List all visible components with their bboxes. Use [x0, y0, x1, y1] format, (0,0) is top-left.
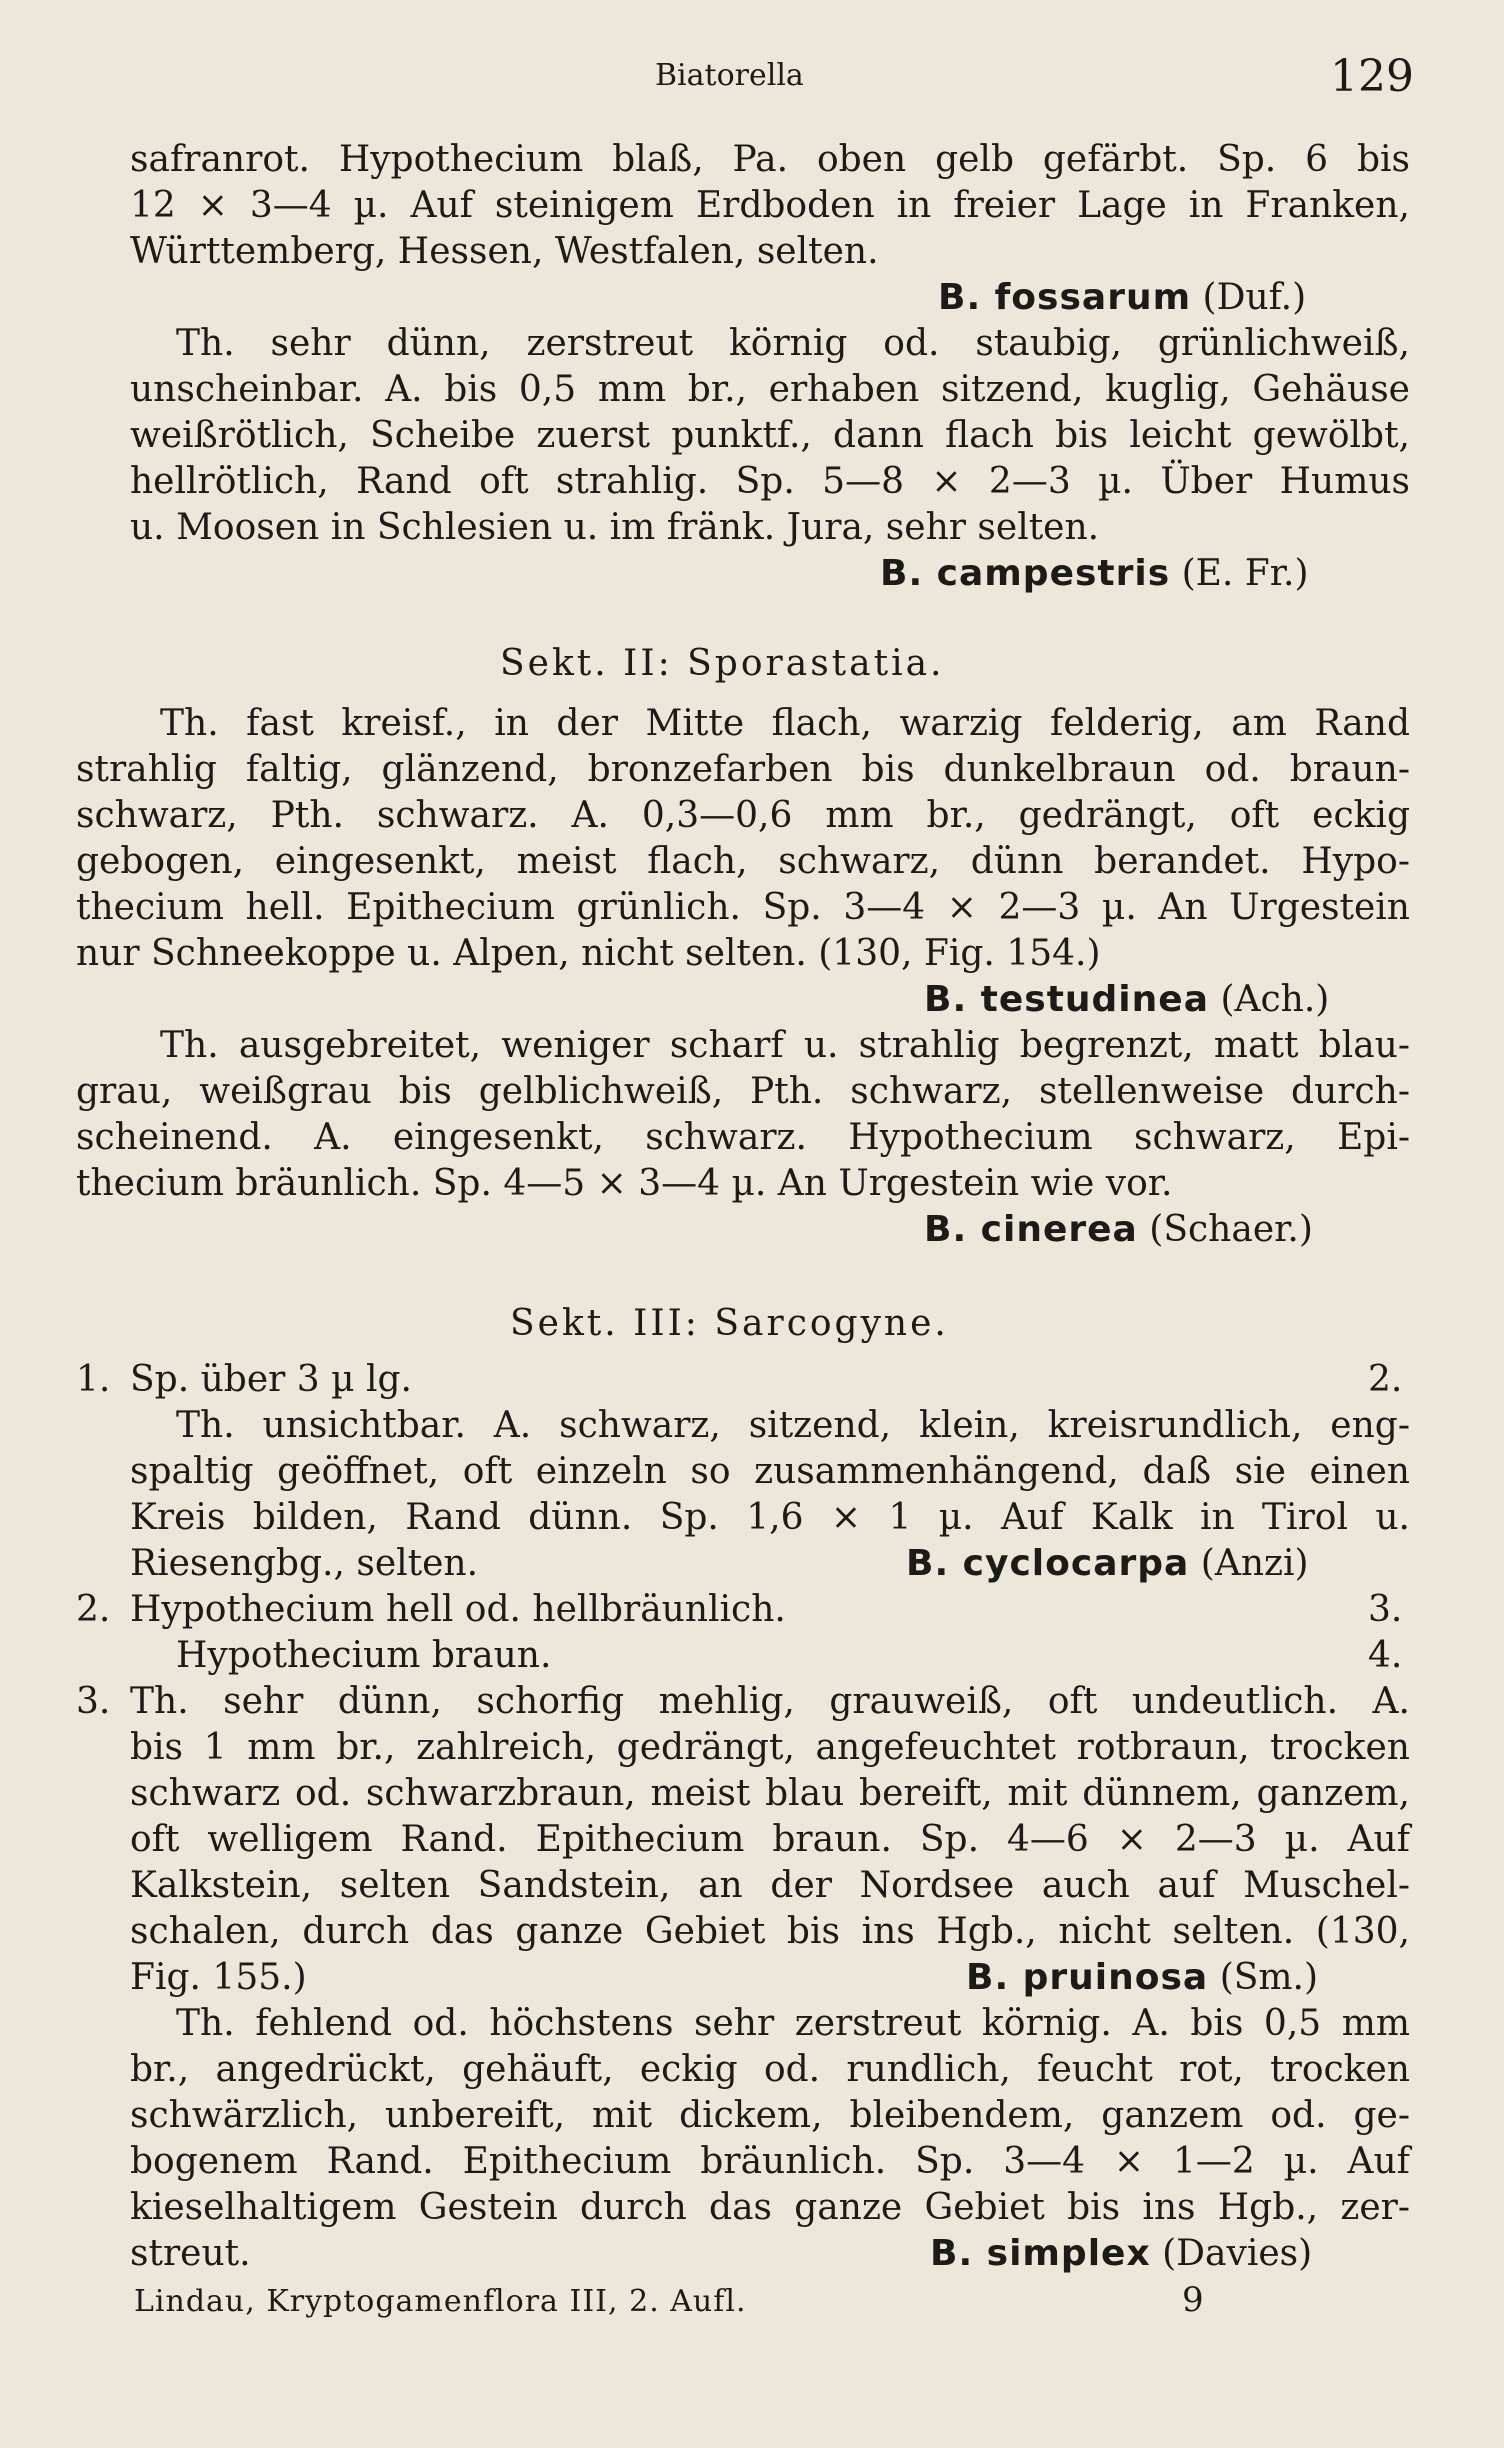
text-line: scheinend. A. eingesenkt, schwarz. Hypothecium schwarz, Epi-	[76, 1117, 1410, 1158]
species-entry	[938, 276, 1306, 320]
text-line: safranrot. Hypothecium blaß, Pa. oben gelb gefärbt. Sp. 6 bis	[130, 139, 1410, 180]
text-line: schwarz, Pth. schwarz. A. 0,3—0,6 mm br., gedrängt, oft eckig	[76, 795, 1410, 836]
text-line: schwarz od. schwarzbraun, meist blau bereift, mit dünnem, ganzem,	[130, 1773, 1410, 1814]
text-line: Th. fast kreisf., in der Mitte flach, warzig felderig, am Rand	[160, 703, 1410, 744]
text-line: Fig. 155.)	[130, 1957, 307, 1998]
species-entry	[906, 1542, 1309, 1586]
key-number: 3.	[76, 1681, 111, 1722]
running-header-title: Biatorella	[655, 58, 804, 93]
species-entry	[880, 552, 1309, 596]
key-reference: 2.	[1368, 1359, 1403, 1400]
text-line: Württemberg, Hessen, Westfalen, selten.	[130, 231, 879, 272]
species-author: (Duf.)	[1202, 277, 1307, 318]
species-author: (Anzi)	[1200, 1543, 1309, 1584]
text-line: 12 × 3—4 µ. Auf steinigem Erdboden in freier Lage in Franken,	[130, 185, 1410, 226]
footer-citation: Lindau, Kryptogamenflora III, 2. Aufl.	[134, 2284, 747, 2319]
species-name: B. simplex	[930, 2233, 1151, 2274]
text-line: Hypothecium hell od. hellbräunlich.	[130, 1589, 786, 1630]
text-line: strahlig faltig, glänzend, bronzefarben bis dunkelbraun od. braun-	[76, 749, 1410, 790]
species-name: B. campestris	[880, 553, 1171, 594]
key-number: 1.	[76, 1359, 111, 1400]
text-line: u. Moosen in Schlesien u. im fränk. Jura, sehr selten.	[130, 507, 1100, 548]
text-line: schwärzlich, unbereift, mit dickem, bleibendem, ganzem od. ge-	[130, 2095, 1410, 2136]
species-author: (Ach.)	[1220, 979, 1330, 1020]
key-reference: 4.	[1368, 1635, 1403, 1676]
text-line: weißrötlich, Scheibe zuerst punktf., dann flach bis leicht gewölbt,	[130, 415, 1410, 456]
text-line: grau, weißgrau bis gelblichweiß, Pth. schwarz, stellenweise durch-	[76, 1071, 1410, 1112]
text-line: kieselhaltigem Gestein durch das ganze Gebiet bis ins Hgb., zer-	[130, 2187, 1410, 2228]
text-line: Th. sehr dünn, schorfig mehlig, grauweiß, oft undeutlich. A.	[130, 1681, 1410, 1722]
species-name: B. testudinea	[924, 979, 1209, 1020]
text-line: hellrötlich, Rand oft strahlig. Sp. 5—8 × 2—3 µ. Über Humus	[130, 461, 1410, 502]
text-line: bis 1 mm br., zahlreich, gedrängt, angefeuchtet rotbraun, trocken	[130, 1727, 1410, 1768]
text-line: Kalkstein, selten Sandstein, an der Nordsee auch auf Muschel-	[130, 1865, 1410, 1906]
key-number: 2.	[76, 1589, 111, 1630]
species-entry	[924, 978, 1329, 1022]
text-line: unscheinbar. A. bis 0,5 mm br., erhaben sitzend, kuglig, Gehäuse	[130, 369, 1410, 410]
text-line: gebogen, eingesenkt, meist flach, schwarz, dünn berandet. Hypo-	[76, 841, 1410, 882]
text-line: thecium bräunlich. Sp. 4—5 × 3—4 µ. An Urgestein wie vor.	[76, 1163, 1173, 1204]
species-entry	[930, 2232, 1312, 2276]
footer-signature: 9	[1182, 2280, 1205, 2320]
species-author: (Davies)	[1162, 2233, 1313, 2274]
text-line: Kreis bilden, Rand dünn. Sp. 1,6 × 1 µ. Auf Kalk in Tirol u.	[130, 1497, 1410, 1538]
species-name: B. pruinosa	[966, 1957, 1209, 1998]
text-line: Hypothecium braun.	[176, 1635, 552, 1676]
species-name: B. fossarum	[938, 277, 1192, 318]
key-reference: 3.	[1368, 1589, 1403, 1630]
section-heading: Sekt. II: Sporastatia.	[500, 643, 945, 684]
species-entry	[966, 1956, 1318, 2000]
text-line: Th. fehlend od. höchstens sehr zerstreut körnig. A. bis 0,5 mm	[176, 2003, 1410, 2044]
text-line: nur Schneekoppe u. Alpen, nicht selten. (130, Fig. 154.)	[76, 933, 1101, 974]
text-line: Th. ausgebreitet, weniger scharf u. strahlig begrenzt, matt blau-	[160, 1025, 1410, 1066]
section-heading: Sekt. III: Sarcogyne.	[510, 1303, 949, 1344]
species-entry	[924, 1208, 1313, 1252]
text-line: Th. unsichtbar. A. schwarz, sitzend, klein, kreisrundlich, eng-	[176, 1405, 1410, 1446]
text-line: bogenem Rand. Epithecium bräunlich. Sp. 3—4 × 1—2 µ. Auf	[130, 2141, 1410, 2182]
text-line: schalen, durch das ganze Gebiet bis ins Hgb., nicht selten. (130,	[130, 1911, 1410, 1952]
text-line: oft welligem Rand. Epithecium braun. Sp. 4—6 × 2—3 µ. Auf	[130, 1819, 1410, 1860]
species-author: (E. Fr.)	[1181, 553, 1309, 594]
species-name: B. cinerea	[924, 1209, 1138, 1250]
text-line: Sp. über 3 µ lg.	[130, 1359, 412, 1400]
text-line: br., angedrückt, gehäuft, eckig od. rundlich, feucht rot, trocken	[130, 2049, 1410, 2090]
text-line: streut.	[130, 2233, 251, 2274]
species-author: (Sm.)	[1219, 1957, 1319, 1998]
text-line: Th. sehr dünn, zerstreut körnig od. staubig, grünlichweiß,	[176, 323, 1410, 364]
species-name: B. cyclocarpa	[906, 1543, 1190, 1584]
text-line: spaltig geöffnet, oft einzeln so zusammenhängend, daß sie einen	[130, 1451, 1410, 1492]
text-line: Riesengbg., selten.	[130, 1543, 479, 1584]
species-author: (Schaer.)	[1149, 1209, 1313, 1250]
page-number: 129	[1330, 51, 1414, 102]
text-line: thecium hell. Epithecium grünlich. Sp. 3—4 × 2—3 µ. An Urgestein	[76, 887, 1410, 928]
